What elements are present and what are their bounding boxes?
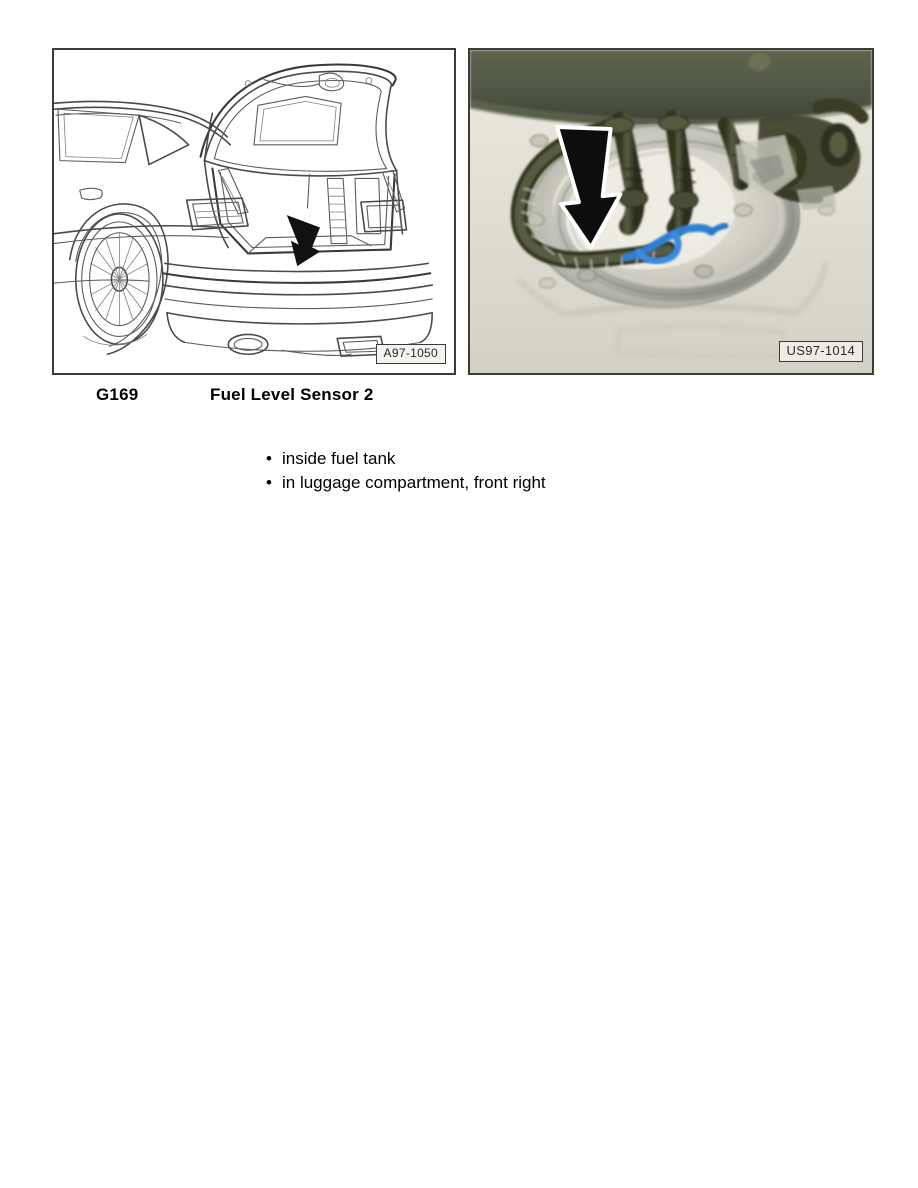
note-item: • in luggage compartment, front right: [266, 471, 826, 495]
line-drawing-illustration: [54, 50, 454, 373]
note-item: • inside fuel tank: [266, 447, 826, 471]
figure-photograph: [468, 48, 874, 375]
component-location-notes: [266, 447, 826, 495]
component-caption: [52, 385, 872, 409]
figure-plate-photo: US97-1014: [779, 341, 863, 362]
fuel-tank-access-photo: [470, 50, 872, 373]
component-title: Fuel Level Sensor 2: [210, 385, 374, 404]
figure-line-drawing: [52, 48, 456, 375]
component-code: G169: [96, 385, 139, 404]
figure-plate-drawing: A97-1050: [376, 344, 446, 364]
